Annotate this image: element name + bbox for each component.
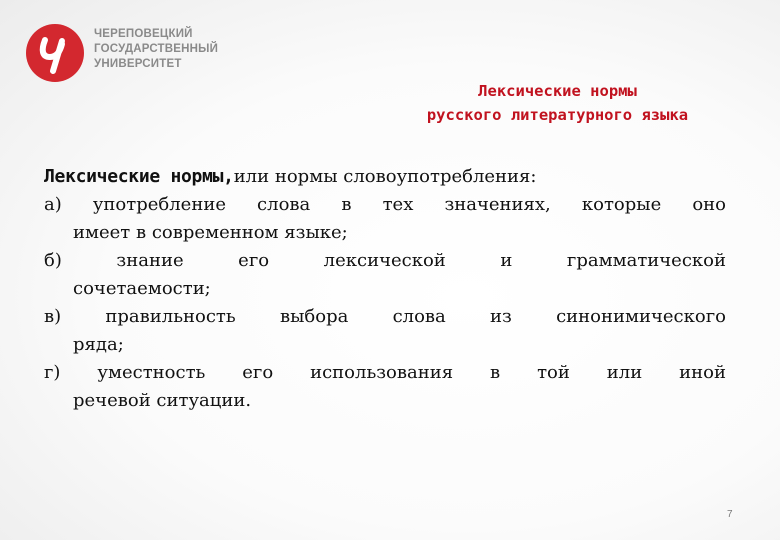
slide-title xyxy=(365,79,750,127)
slide-body xyxy=(44,163,726,415)
list-item-d-line-1: г) уместность его использования в той или иной xyxy=(44,362,726,383)
university-name-line-2: ГОСУДАРСТВЕННЫЙ xyxy=(94,43,219,55)
list-item-b-line-1: б) знание его лексической и грамматической xyxy=(44,250,726,271)
list-item-a-line-1: а) употребление слова в тех значениях, которые оно xyxy=(44,194,726,215)
university-logo xyxy=(26,24,84,82)
list-item-d-line-2: речевой ситуации. xyxy=(73,390,252,411)
list-item-c-line-1: в) правильность выбора слова из синонимического xyxy=(44,306,726,327)
page-number: 7 xyxy=(727,509,733,520)
intro-term: Лексические нормы xyxy=(44,166,224,187)
slide-title-line-1: Лексические нормы xyxy=(478,82,637,100)
list-item-c-line-2: ряда; xyxy=(73,334,124,355)
intro-line xyxy=(44,163,726,191)
intro-rest: или нормы словоупотребления: xyxy=(233,166,537,187)
intro-separator: , xyxy=(223,166,234,187)
list-item-b-line-2: сочетаемости; xyxy=(73,278,211,299)
university-name-line-3: УНИВЕРСИТЕТ xyxy=(94,58,182,70)
slide-title-line-2: русского литературного языка xyxy=(426,106,689,124)
university-name xyxy=(94,27,218,72)
university-emblem-icon xyxy=(26,24,84,82)
university-name-line-1: ЧЕРЕПОВЕЦКИЙ xyxy=(94,28,193,40)
list-item-a-line-2: имеет в современном языке; xyxy=(73,222,348,243)
